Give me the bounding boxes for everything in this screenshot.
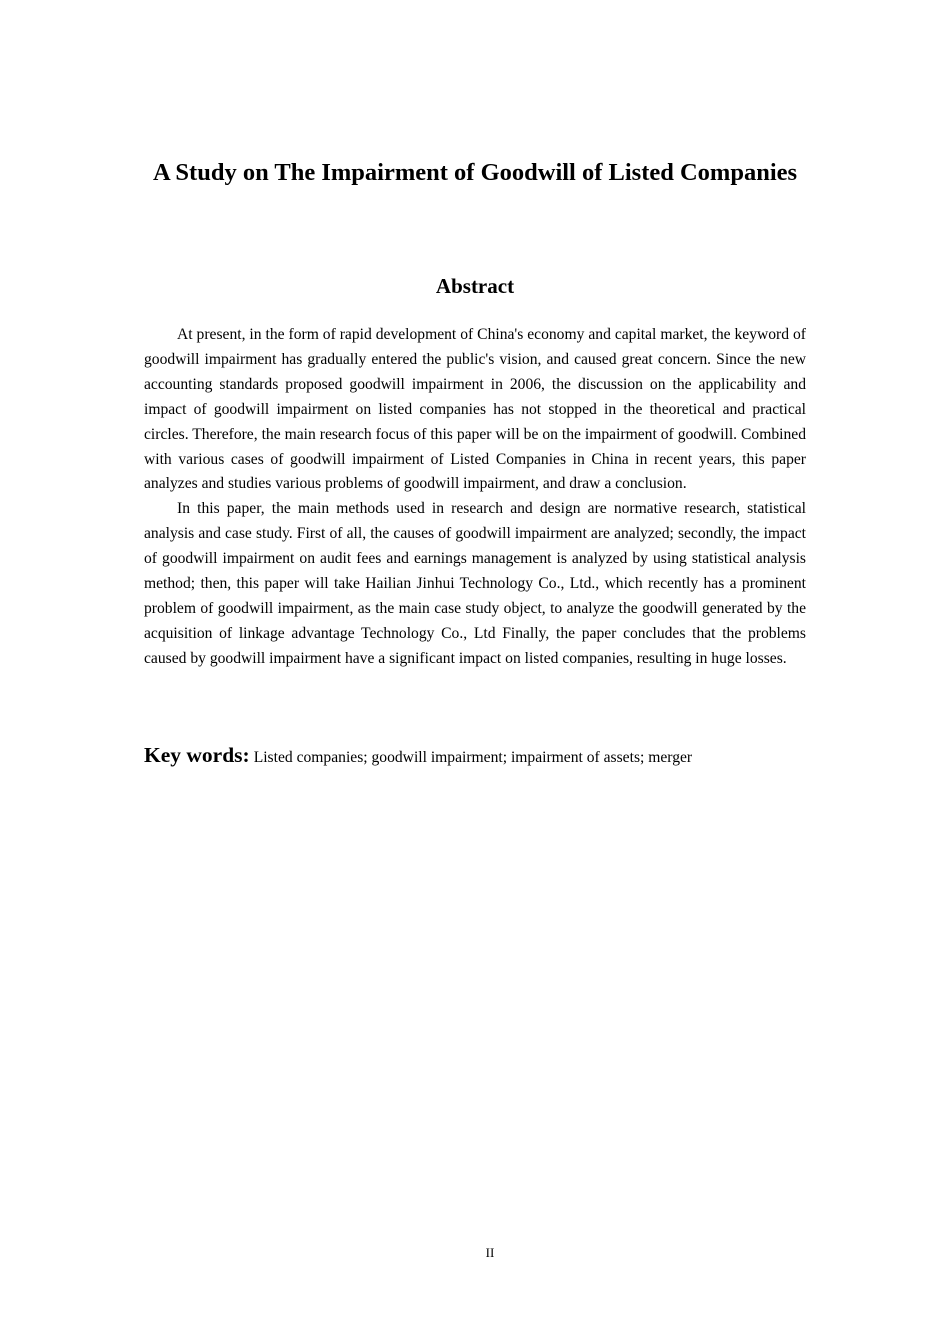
- abstract-heading: Abstract: [435, 274, 515, 298]
- keywords-text: Listed companies; goodwill impairment; impairment of assets; merger: [253, 749, 693, 766]
- keywords-line: [144, 743, 806, 768]
- abstract-body: [144, 323, 806, 672]
- abstract-paragraph-2: In this paper, the main methods used in research and design are normative research, statistical analysis and case study. First of all, the causes of goodwill impairment are analyzed; secondly, the impact of goodwill impairment on audit fees and earnings management is analyzed by using statistical analysis method; then, this paper will take Hailian Jinhui Technology Co., Ltd., which recently has a prominent problem of goodwill impairment, as the main case study object, to analyze the goodwill generated by the acquisition of linkage advantage Technology Co., Ltd Finally, the paper concludes that the problems caused by goodwill impairment have a significant impact on listed companies, resulting in huge losses.: [144, 500, 806, 667]
- keywords-label: Key words:: [144, 743, 250, 767]
- page-number: II: [485, 1245, 495, 1260]
- abstract-paragraph-1: At present, in the form of rapid development of China's economy and capital market, the keyword of goodwill impairment has gradually entered the public's vision, and caused great concern. Since the new accounting standards proposed goodwill impairment in 2006, the discussion on the applicability and impact of goodwill impairment on listed companies has not stopped in the theoretical and practical circles. Therefore, the main research focus of this paper will be on the impairment of goodwill. Combined with various cases of goodwill impairment of Listed Companies in China in recent years, this paper analyzes and studies various problems of goodwill impairment, and draw a conclusion.: [144, 326, 806, 493]
- document-title: A Study on The Impairment of Goodwill of Listed Companies: [152, 159, 798, 186]
